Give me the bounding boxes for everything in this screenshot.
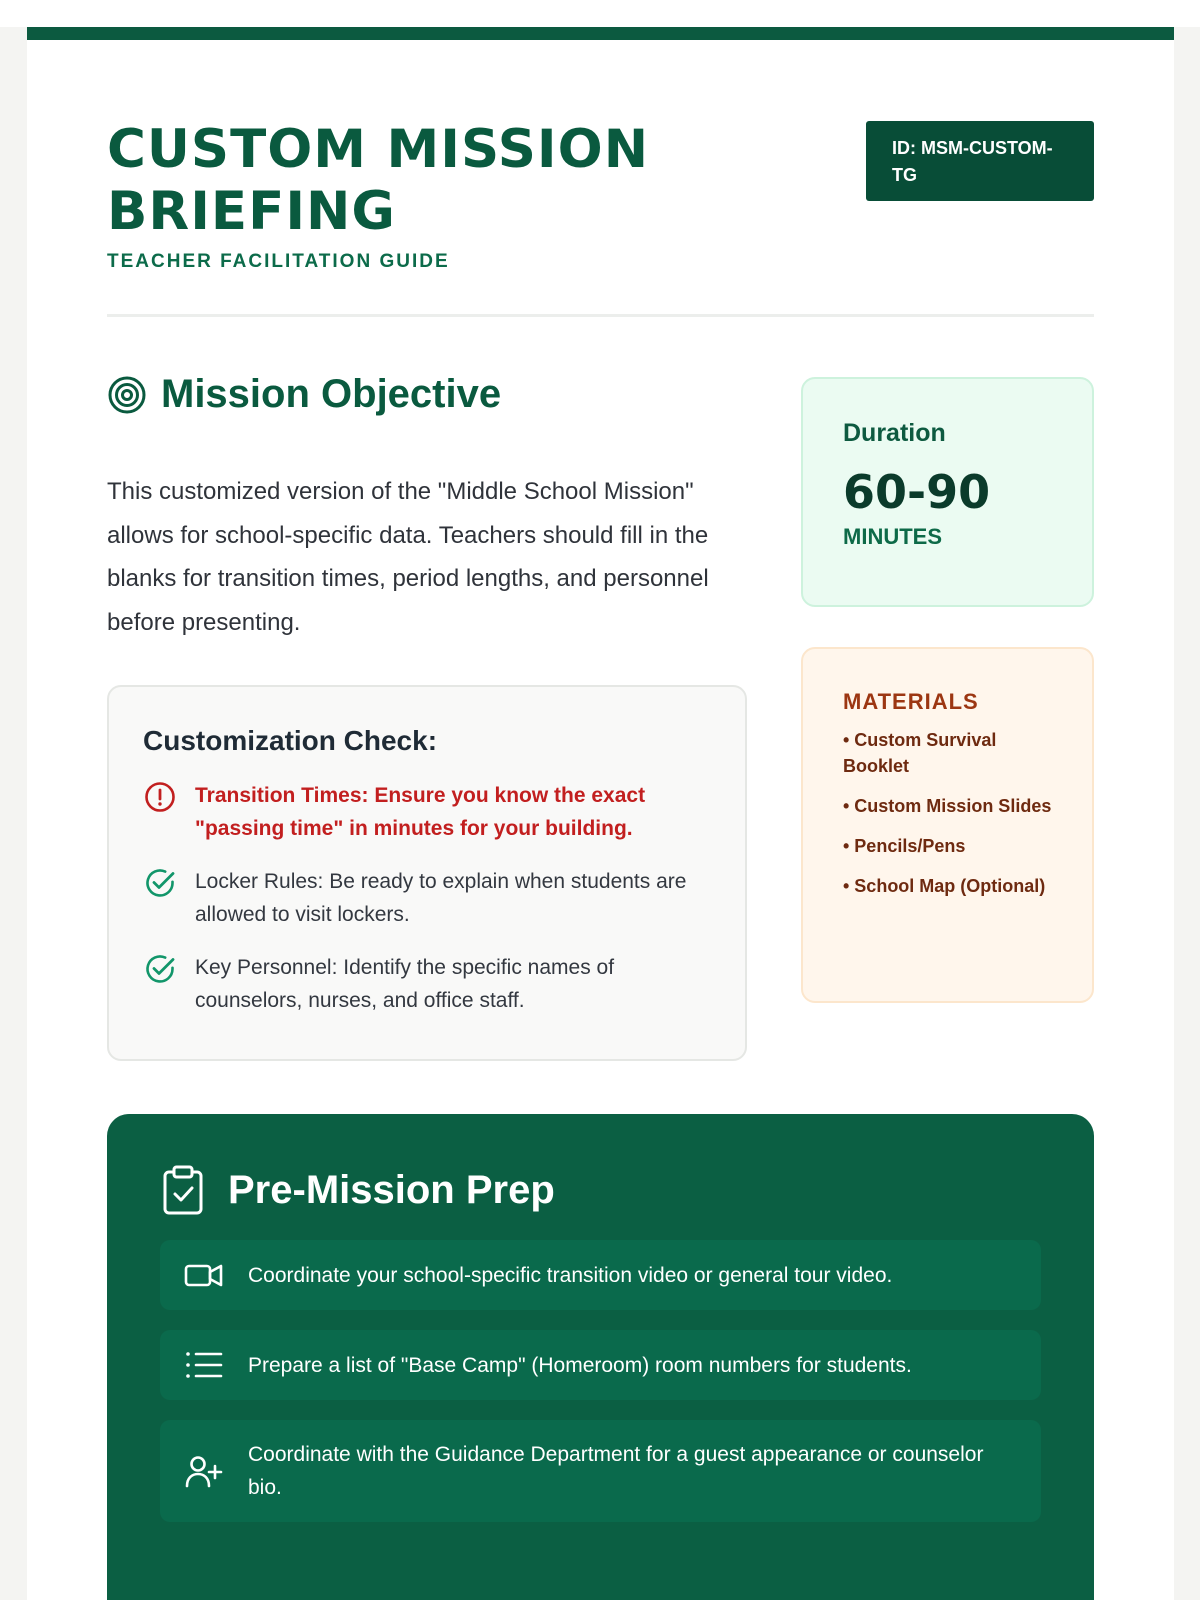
pre-mission-prep-heading: [160, 1164, 1041, 1216]
alert-circle-icon: [143, 780, 177, 814]
target-icon: [107, 375, 147, 415]
prep-item-text: Coordinate with the Guidance Department for a guest appearance or counselor bio.: [248, 1443, 984, 1499]
pre-mission-prep-title: Pre-Mission Prep: [228, 1167, 555, 1212]
materials-card: [801, 647, 1094, 1003]
list-icon: [184, 1348, 224, 1382]
materials-item: • School Map (Optional): [843, 876, 1046, 896]
briefing-page: [27, 27, 1174, 1600]
prep-item: [160, 1420, 1041, 1522]
prep-item: [160, 1240, 1041, 1310]
checklist-item-text: Transition Times: Ensure you know the exact "passing time" in minutes for your building.: [195, 784, 646, 840]
check-circle-icon: [143, 952, 177, 986]
duration-unit: MINUTES: [843, 524, 942, 549]
video-icon: [184, 1258, 224, 1292]
check-circle-icon: [143, 866, 177, 900]
materials-item: • Custom Survival Booklet: [843, 730, 997, 776]
checklist-item-text: Key Personnel: Identify the specific names of counselors, nurses, and office staff.: [195, 956, 615, 1012]
customization-check-panel: [107, 685, 747, 1061]
page-accent-bar: [27, 27, 1174, 40]
header-divider: [107, 314, 1094, 317]
mission-objective-heading: [107, 372, 501, 417]
checklist-item: [143, 951, 711, 1017]
mission-objective-text: This customized version of the "Middle School Mission" allows for school-specific data. Teachers should fill in the blanks for transition times, period lengths, and personnel before presenting.: [107, 478, 709, 636]
document-id-badge: ID: MSM-CUSTOM-TG: [866, 121, 1094, 201]
user-plus-icon: [184, 1454, 224, 1488]
materials-label: MATERIALS: [843, 689, 979, 714]
pre-mission-prep-panel: [107, 1114, 1094, 1600]
page-title: CUSTOM MISSION BRIEFING: [107, 119, 650, 242]
prep-item-text: Coordinate your school-specific transition video or general tour video.: [248, 1263, 893, 1287]
duration-card: [801, 377, 1094, 607]
materials-item: • Pencils/Pens: [843, 836, 966, 856]
customization-check-title: Customization Check:: [143, 725, 438, 756]
page-subtitle: TEACHER FACILITATION GUIDE: [107, 251, 450, 272]
duration-label: Duration: [843, 419, 946, 447]
clipboard-check-icon: [160, 1164, 206, 1216]
prep-item: [160, 1330, 1041, 1400]
prep-item-text: Prepare a list of "Base Camp" (Homeroom) room numbers for students.: [248, 1353, 912, 1377]
checklist-item: [143, 865, 711, 931]
materials-item: • Custom Mission Slides: [843, 796, 1052, 816]
mission-objective-title: Mission Objective: [161, 372, 502, 416]
duration-value: 60-90: [843, 465, 991, 519]
top-strip: [0, 0, 1200, 27]
checklist-item-text: Locker Rules: Be ready to explain when students are allowed to visit lockers.: [195, 870, 687, 926]
checklist-item: [143, 779, 711, 845]
